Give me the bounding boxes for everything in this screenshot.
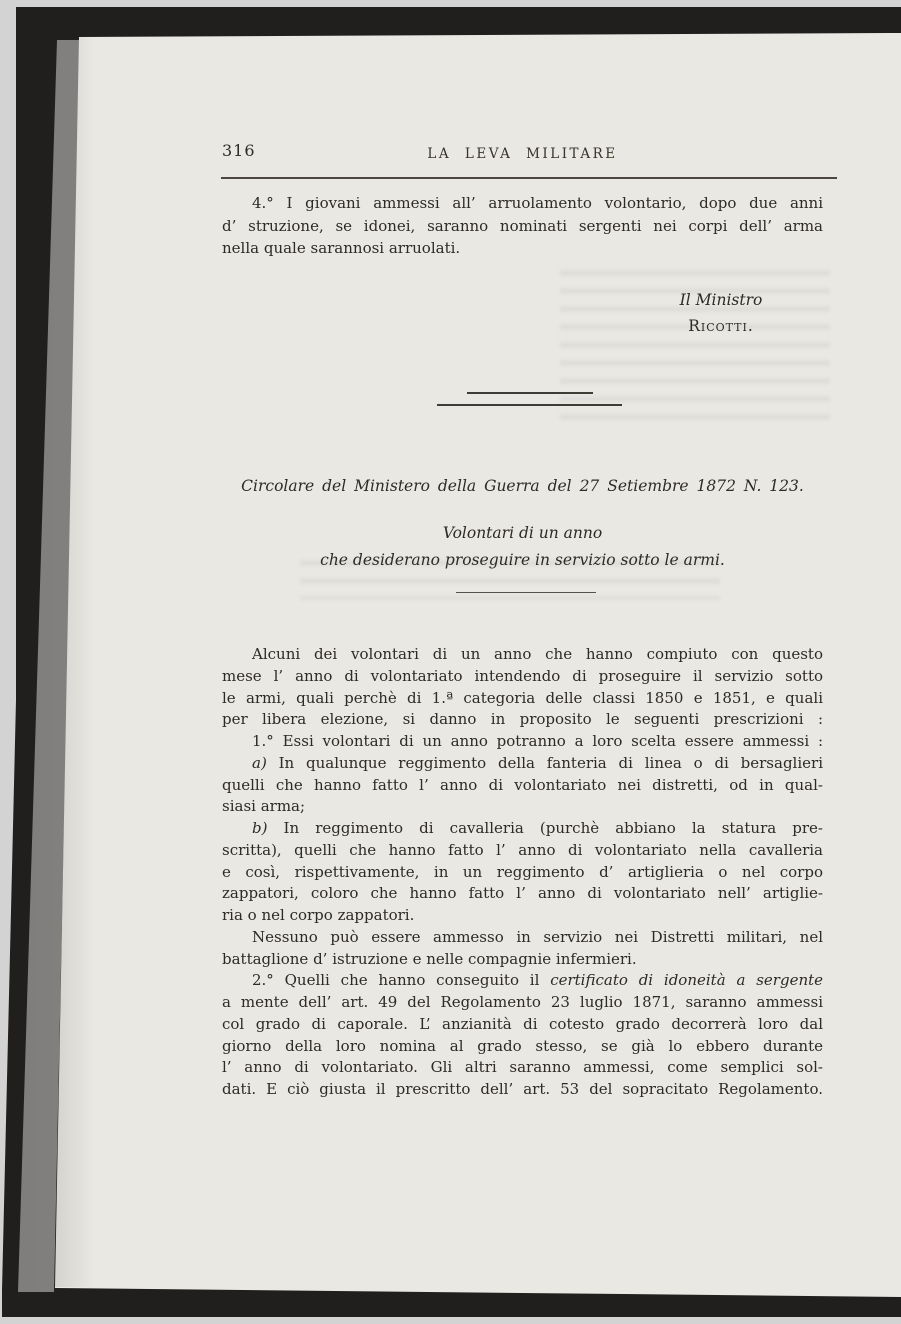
text-segment: e così, rispettivamente, in un reggimento d’ artiglieria o nel corpo bbox=[222, 862, 823, 881]
text-line bbox=[222, 970, 823, 992]
text-segment: scritta), quelli che hanno fatto l’ anno di volontariato nella cavalleria bbox=[222, 840, 823, 859]
text-line bbox=[222, 862, 823, 884]
signature-block bbox=[596, 287, 846, 339]
text-segment: siasi arma; bbox=[222, 797, 306, 816]
text-line bbox=[222, 709, 823, 731]
text-segment: per libera elezione, si danno in proposito le seguenti prescrizioni : bbox=[222, 710, 823, 729]
text-line bbox=[222, 775, 823, 797]
section-divider-top bbox=[467, 392, 593, 394]
text-line bbox=[222, 796, 823, 818]
text-line bbox=[222, 192, 823, 215]
text-line bbox=[222, 731, 823, 753]
italic-text-segment: a) bbox=[252, 753, 279, 772]
text-line bbox=[222, 927, 823, 949]
text-line bbox=[222, 644, 823, 666]
text-segment: In qualunque reggimento della fanteria di linea o di bersaglieri bbox=[278, 753, 823, 772]
text-segment: mese l’ anno di volontariato intendendo di proseguire il servizio sotto bbox=[222, 666, 823, 685]
text-segment: 4.° I giovani ammessi all’ arruolamento volontario, dopo due anni bbox=[252, 194, 823, 212]
text-segment: l’ anno di volontariato. Gli altri saranno ammessi, come semplici sol- bbox=[222, 1058, 823, 1077]
text-segment: dati. E ciò giusta il prescritto dell’ art. 53 del sopracitato Regolamento. bbox=[222, 1080, 823, 1098]
section-divider-bottom bbox=[437, 404, 622, 406]
text-line bbox=[222, 666, 823, 688]
italic-text-segment: certificato di idoneità a sergente bbox=[550, 971, 824, 990]
text-line bbox=[222, 905, 823, 927]
subtitle-divider bbox=[456, 592, 596, 593]
text-segment: 2.° Quelli che hanno conseguito il bbox=[252, 971, 551, 990]
header-rule bbox=[221, 177, 837, 179]
text-line bbox=[222, 949, 823, 971]
text-segment: a mente dell’ art. 49 del Regolamento 23 luglio 1871, saranno ammessi bbox=[222, 993, 823, 1011]
text-segment: d’ struzione, se idonei, saranno nominati sergenti nei corpi dell’ arma bbox=[222, 216, 823, 235]
italic-text-segment: b) bbox=[252, 819, 284, 837]
circular-subtitle-line2: che desiderano proseguire in servizio sotto le armi. bbox=[320, 551, 725, 569]
body-text bbox=[222, 644, 823, 1101]
signature-role: Il Ministro bbox=[679, 291, 763, 309]
signature-name: Ricotti. bbox=[688, 317, 754, 335]
text-segment: zappatori, coloro che hanno fatto l’ anno di volontariato nell’ artiglie- bbox=[222, 884, 823, 903]
text-segment: ria o nel corpo zappatori. bbox=[222, 906, 415, 924]
text-segment: 1.° Essi volontari di un anno potranno a loro scelta essere ammessi : bbox=[252, 732, 823, 750]
circular-heading: Circolare del Ministero della Guerra del 27 Setiembre 1872 N. 123. bbox=[241, 477, 804, 495]
text-line bbox=[222, 215, 823, 238]
page-number: 316 bbox=[222, 141, 256, 160]
text-line bbox=[222, 883, 823, 905]
text-segment: battaglione d’ istruzione e nelle compagnie infermieri. bbox=[222, 949, 637, 968]
text-segment: col grado di caporale. L’ anzianità di cotesto grado decorrerà loro dal bbox=[222, 1014, 823, 1033]
intro-paragraph bbox=[222, 192, 823, 260]
text-segment: le armi, quali perchè di 1.ª categoria delle classi 1850 e 1851, e quali bbox=[222, 688, 823, 707]
text-line bbox=[222, 237, 823, 260]
text-line bbox=[222, 992, 823, 1014]
text-line bbox=[222, 818, 823, 840]
text-line bbox=[222, 1036, 823, 1058]
text-segment: Nessuno può essere ammesso in servizio nei Distretti militari, nel bbox=[252, 927, 823, 946]
circular-subtitle-line1: Volontari di un anno bbox=[442, 524, 603, 542]
text-segment: Alcuni dei volontari di un anno che hanno compiuto con questo bbox=[252, 645, 823, 663]
text-line bbox=[222, 1057, 823, 1079]
text-line bbox=[222, 840, 823, 862]
text-segment: nella quale sarannosi arruolati. bbox=[222, 239, 461, 257]
text-line bbox=[222, 688, 823, 710]
running-title: LA LEVA MILITARE bbox=[427, 146, 618, 162]
text-line bbox=[222, 753, 823, 775]
text-segment: quelli che hanno fatto l’ anno di volontariato nei distretti, od in qual- bbox=[222, 775, 823, 794]
text-segment: giorno della loro nomina al grado stesso, se già lo ebbero durante bbox=[222, 1036, 823, 1055]
text-segment: In reggimento di cavalleria (purchè abbiano la statura pre- bbox=[283, 819, 823, 837]
text-line bbox=[222, 1079, 823, 1101]
text-line bbox=[222, 1014, 823, 1036]
